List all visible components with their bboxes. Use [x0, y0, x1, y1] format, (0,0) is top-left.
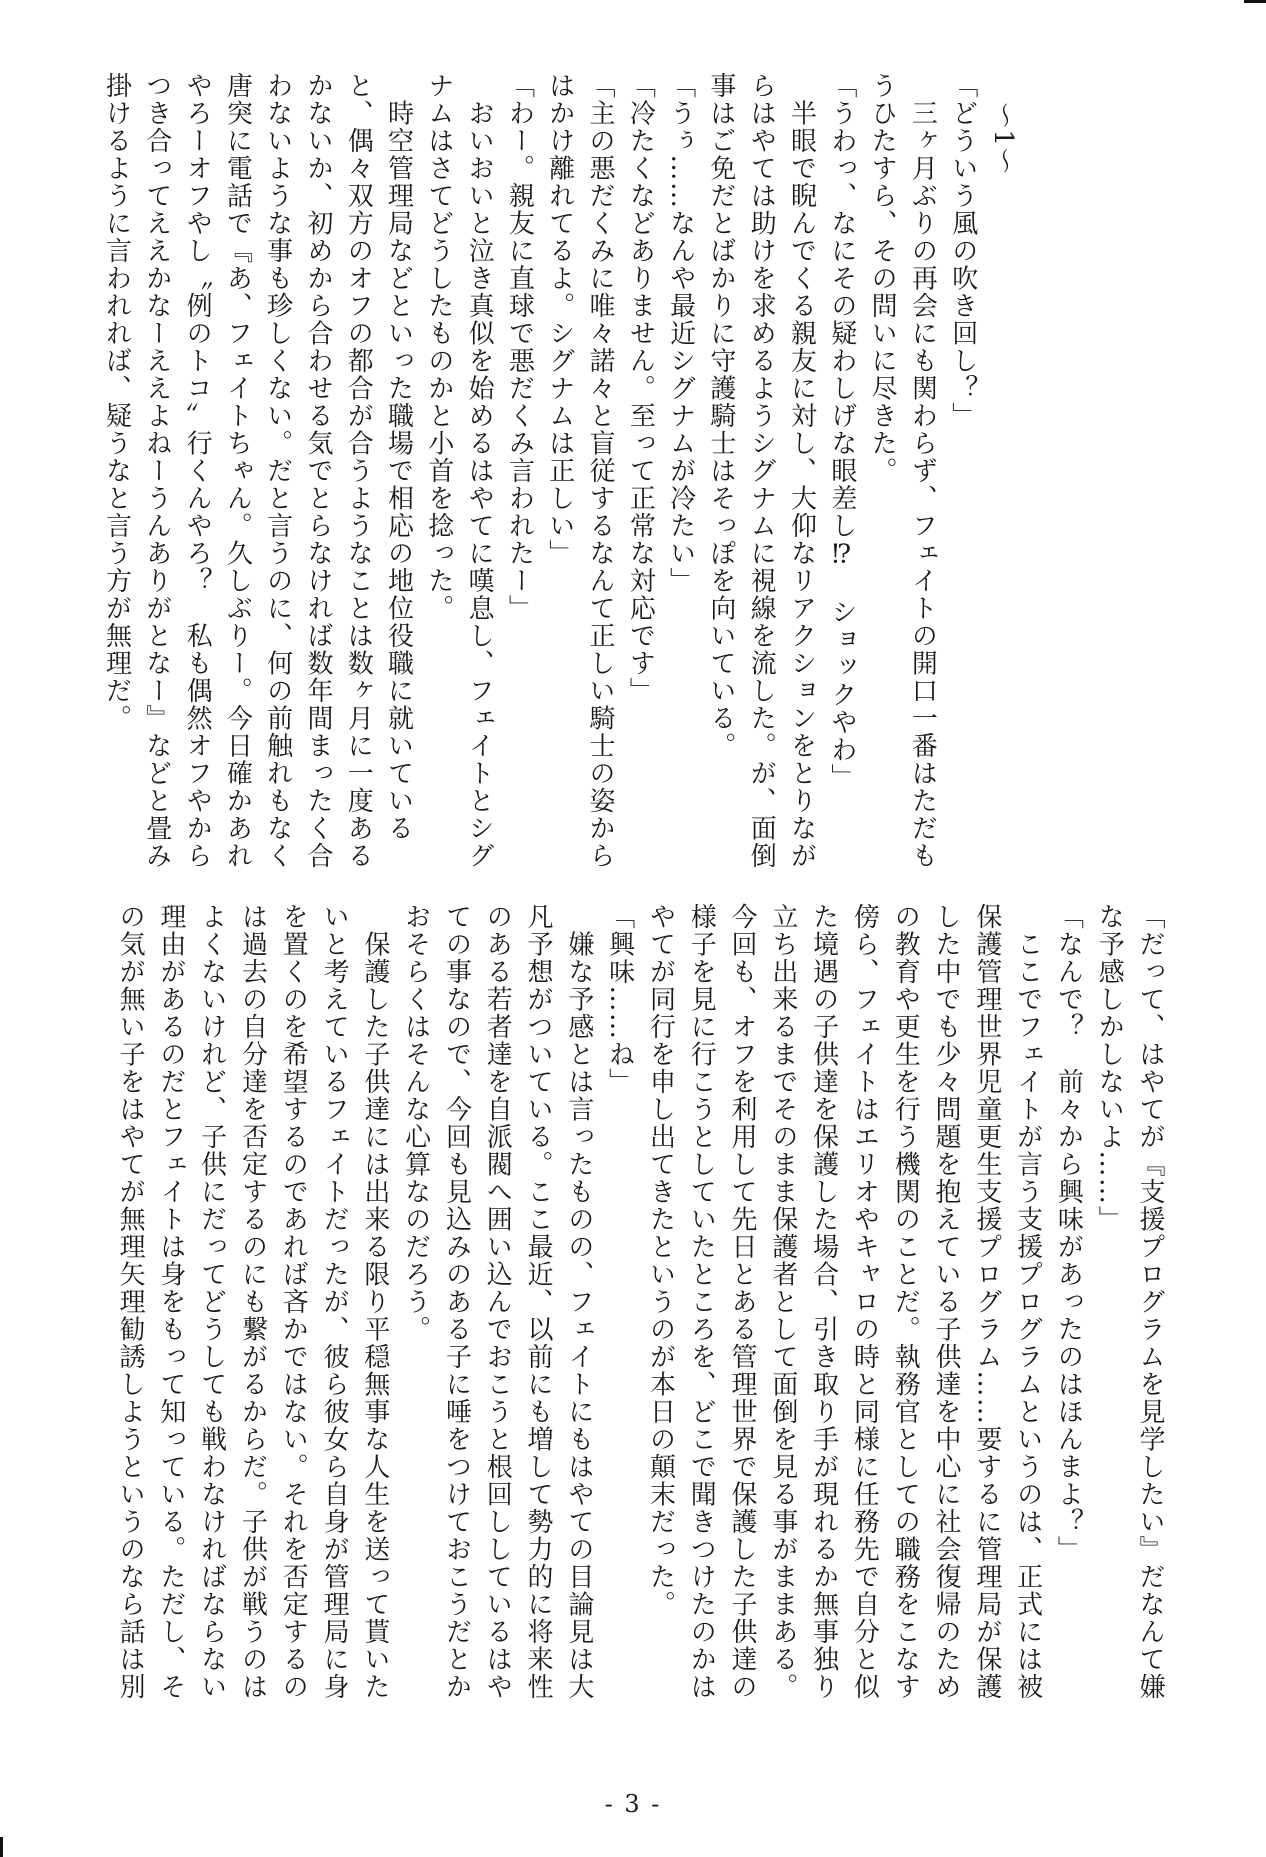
text-line: らはやては助けを求めるようシグナムに視線を流した。が、面倒: [746, 72, 777, 870]
text-line: の気が無い子をはやてが無理矢理勧誘しようというのなら話は別: [115, 903, 146, 1701]
text-line: 「冷たくなどありません。至って正常な対応です」: [625, 72, 656, 705]
text-line: 今回も、オフを利用して先日とある管理世界で保護した子供達の: [727, 903, 758, 1701]
text-line: 「興味……ね」: [604, 903, 635, 1096]
text-line: は過去の自分達を否定するのにも繋がるからだ。子供が戦うのは: [237, 903, 268, 1701]
text-line: やてが同行を申し出てきたというのが本日の顛末だった。: [645, 903, 676, 1618]
text-line: やろーオフやし〝例のトコ〟行くんやろ？ 私も偶然オフやから: [182, 72, 213, 870]
text-line: 三ヶ月ぶりの再会にも関わらず、フェイトの開口一番はただも: [907, 72, 938, 870]
text-line: 立ち出来るまでそのまま保護者として面倒を見る事がままある。: [767, 903, 798, 1701]
text-line: 「わー。親友に直球で悪だくみ言われたー」: [504, 72, 535, 622]
text-line: な予感しかしないよ……」: [1094, 903, 1125, 1233]
text-line: いと考えているフェイトだったが、彼ら彼女ら自身が管理局に身: [319, 903, 350, 1701]
text-line: 理由があるのだとフェイトは身をもって知っている。ただし、そ: [155, 903, 186, 1701]
text-line: ここでフェイトが言う支援プログラムというのは、正式には被: [1012, 903, 1043, 1701]
text-line: ての事なので、今回も見込みのある子に唾をつけておこうだとか: [441, 903, 472, 1701]
text-line: と、偶々双方のオフの都合が合うようなことは数ヶ月に一度ある: [343, 72, 374, 870]
text-line: 「どういう風の吹き回し？」: [947, 72, 978, 430]
text-line: おいおいと泣き真似を始めるはやてに嘆息し、フェイトとシグ: [464, 72, 495, 870]
text-line: 保護管理世界児童更生支援プログラム……要するに管理局が保護: [971, 903, 1002, 1701]
crop-mark: [0, 1837, 3, 1857]
text-line: つき合ってええかなーええよねーうんありがとなー』などと畳み: [141, 72, 172, 870]
text-block-top: [96, 72, 1023, 872]
text-line: わないような事も珍しくない。だと言うのに、何の前触れもなく: [262, 72, 293, 870]
crop-mark: [1244, 0, 1266, 3]
text-line: の教育や更生を行う機関のことだ。執務官としての職務をこなす: [890, 903, 921, 1701]
text-line: 唐突に電話で『あ、フェイトちゃん。久しぶりー。今日確かあれ: [222, 72, 253, 870]
text-line: 事はご免だとばかりに守護騎士はそっぽを向いている。: [705, 72, 736, 760]
text-line: を置くのを希望するのであれば吝かではない。それを否定するの: [278, 903, 309, 1701]
text-line: ナムはさてどうしたものかと小首を捻った。: [423, 72, 454, 622]
text-line: 半眼で睨んでくる親友に対し、大仰なリアクションをとりなが: [786, 72, 817, 870]
text-line: うひたすら、その問いに尽きた。: [867, 72, 898, 485]
text-line: 「うわっ、なにその疑わしげな眼差し⁉ ショックやわ」: [826, 72, 857, 791]
text-line: 凡予想がついている。ここ最近、以前にも増して勢力的に将来性: [523, 903, 554, 1701]
text-line: た境遇の子供達を保護した場合、引き取り手が現れるか無事独り: [808, 903, 839, 1701]
text-line: 保護した子供達には出来る限り平穏無事な人生を送って貰いた: [359, 903, 390, 1701]
text-line: かないか、初めから合わせる気でとらなければ数年間まったく合: [302, 72, 333, 870]
text-block-bottom: [109, 903, 1170, 1713]
text-line: 時空管理局などといった職場で相応の地位役職に就いている: [383, 72, 414, 842]
text-line: おそらくはそんな心算なのだろう。: [400, 903, 431, 1343]
text-line: 「主の悪だくみに唯々諾々と盲従するなんて正しい騎士の姿から: [585, 72, 616, 870]
chapter-heading: ～1～: [988, 102, 1018, 176]
text-line: 「だって、はやてが『支援プログラムを見学したい』だなんて嫌: [1135, 903, 1165, 1701]
text-line: 傍ら、フェイトはエリオやキャロの時と同様に任務先で自分と似: [849, 903, 880, 1701]
text-line: はかけ離れてるよ。シグナムは正しい」: [544, 72, 575, 567]
text-line: 様子を見に行こうとしていたところを、どこで聞きつけたのかは: [686, 903, 717, 1701]
text-line: 「うぅ……なんや最近シグナムが冷たい」: [665, 72, 696, 595]
text-line: よくないけれど、子供にだってどうしても戦わなければならない: [196, 903, 227, 1701]
text-line: した中でも少々問題を抱えている子供達を中心に社会復帰のため: [931, 903, 962, 1701]
text-line: 掛けるように言われれば、疑うなと言う方が無理だ。: [101, 72, 132, 732]
text-line: のある若者達を自派閥へ囲い込んでおこうと根回ししているはや: [482, 903, 513, 1701]
page-number: - 3 -: [604, 1790, 662, 1818]
text-line: 「なんで？ 前々から興味があったのはほんまよ？」: [1053, 903, 1084, 1563]
text-line: 嫌な予感とは言ったものの、フェイトにもはやての目論見は大: [563, 903, 594, 1701]
